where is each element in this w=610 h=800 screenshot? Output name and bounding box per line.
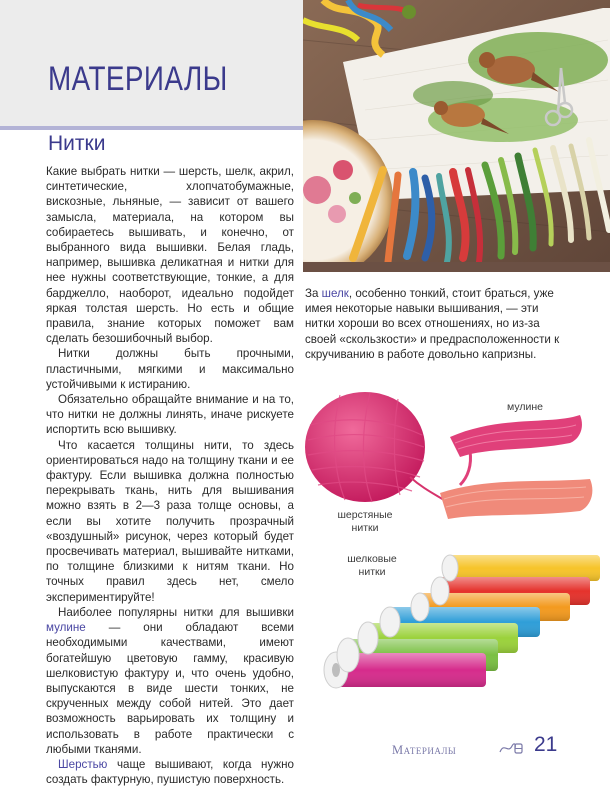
paragraph-text: Наиболее популярны нитки для вышивки — [58, 605, 294, 619]
paragraph: Нитки должны быть прочными, пластичными, мягкими и максимально устойчивыми к истиранию. — [46, 347, 294, 391]
paragraph-text: За — [305, 287, 322, 300]
paragraph-text: , особенно тонкий, стоит браться, уже имея некоторые навыки вышивания, — эти нитки хороши во всех отношениях, но из-за своей «скользкости» и предрасположенности к скручиванию в работе довольно капризны. — [305, 287, 560, 361]
section-title: Нитки — [48, 132, 106, 155]
thread-types-illustration — [300, 385, 610, 725]
muline-skeins-image — [440, 415, 592, 519]
term-muline: мулине — [46, 621, 86, 635]
wool-ball-image — [305, 392, 460, 513]
body-column — [46, 164, 294, 787]
embroidery-photo-art — [303, 0, 610, 272]
paragraph — [46, 757, 294, 787]
paragraph: Обязательно обращайте внимание и на то, что нитки не должны линять, иначе рискуете испортить всю вышивку. — [46, 393, 294, 437]
paragraph — [46, 605, 294, 757]
term-silk: шелк — [321, 287, 349, 300]
silk-threads-label: шелковые нитки — [347, 553, 397, 578]
running-footer: Материалы — [392, 743, 457, 757]
muline-label: мулине — [507, 401, 543, 413]
paragraph-text: — они обладают всеми необходимыми качествами, имеют богатейшую цветовую гамму, красивую шелковистую фактуру и, что очень удобно, выпускаются в виде шести тонких, не скрученных между собой нитей. Это дает возможность варьировать их толщину и использовать в работе практически с любыми тканями. — [46, 621, 294, 756]
term-wool: Шерстью — [58, 757, 108, 771]
page-number: 21 — [534, 733, 558, 756]
paragraph-text: чаще вышивают, когда нужно создать фактурную, пушистую поверхность. — [46, 757, 294, 787]
header-rule — [0, 126, 303, 130]
paragraph: Какие выбрать нитки — шерсть, шелк, акрил, синтетические, хлопчатобумажные, вискозные, льняные, — зависит от вашего замысла, материала, на котором вы собираетесь вышивать, и конечно, от выбранного вида вышивки. Белая гладь, например, вышивка деликатная и нитки для нее нужны соответствующие, тонкие, а для барджелло, наоборот, идеально подойдет яркая толстая шерсть. Но есть и общие правила, знание которых поможет вам сделать безошибочный выбор. — [46, 165, 294, 346]
wool-threads-label: шерстяные нитки — [337, 509, 393, 534]
thread-spool-ornament-icon — [498, 740, 524, 756]
embroidery-photo — [303, 0, 610, 272]
chapter-title: МАТЕРИАЛЫ — [48, 60, 228, 98]
silk-paragraph — [305, 286, 567, 362]
paragraph: Что касается толщины нити, то здесь ориентироваться надо на толщину ткани и ее фактуру. Если вышивка должна полностью перекрывать ткань, нить для вышивания можно взять в 2—3 раза толще основы, а если вы хотите получить прозрачный «воздушный» рисунок, через который будет просвечивать материал, вышивайте нитками, по толщине близкими к нитям ткани. Но точных правил здесь нет, смело экспериментируйте! — [46, 438, 294, 604]
